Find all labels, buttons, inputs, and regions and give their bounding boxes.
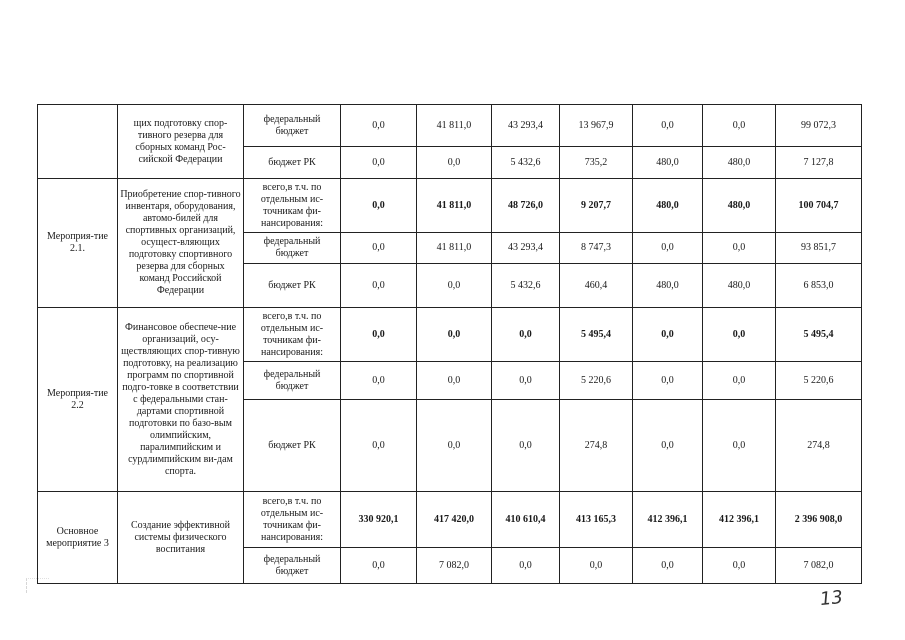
year-value-cell: 0,0 [417, 400, 492, 492]
year-value-cell: 480,0 [703, 179, 776, 233]
year-value-cell: 0,0 [417, 147, 492, 179]
year-value-cell: 13 967,9 [560, 105, 633, 147]
table-body [38, 105, 862, 584]
table-row [38, 179, 862, 233]
year-value-cell: 0,0 [633, 362, 703, 400]
measure-name-cell: Мероприя-тие 2.2 [38, 308, 118, 492]
measure-name-cell [38, 105, 118, 179]
measure-description-cell: Финансовое обеспече-ние организаций, осу-ществляющих спор-тивную подготовку, на реализацию программ по спортивной подго-товке в соответствии с федеральными стан-дартами спортивной подготовки по базо-вым олимпийским, паралимпийским и сурдлимпийским ви-дам спорта. [118, 308, 244, 492]
table-row [38, 105, 862, 147]
total-value-cell: 274,8 [776, 400, 862, 492]
year-value-cell: 0,0 [341, 264, 417, 308]
year-value-cell: 0,0 [633, 233, 703, 264]
year-value-cell: 274,8 [560, 400, 633, 492]
total-value-cell: 2 396 908,0 [776, 492, 862, 548]
funding-source-cell: бюджет РК [244, 147, 341, 179]
year-value-cell: 480,0 [703, 264, 776, 308]
year-value-cell: 0,0 [703, 233, 776, 264]
scan-mark [26, 578, 49, 593]
total-value-cell: 7 127,8 [776, 147, 862, 179]
year-value-cell: 9 207,7 [560, 179, 633, 233]
year-value-cell: 43 293,4 [492, 233, 560, 264]
year-value-cell: 0,0 [341, 233, 417, 264]
year-value-cell: 0,0 [417, 308, 492, 362]
year-value-cell: 0,0 [417, 264, 492, 308]
year-value-cell: 5 432,6 [492, 147, 560, 179]
total-value-cell: 100 704,7 [776, 179, 862, 233]
year-value-cell: 0,0 [703, 308, 776, 362]
year-value-cell: 0,0 [341, 147, 417, 179]
page-number: 13 [818, 586, 844, 611]
year-value-cell: 0,0 [492, 548, 560, 584]
year-value-cell: 412 396,1 [633, 492, 703, 548]
year-value-cell: 0,0 [492, 362, 560, 400]
year-value-cell: 0,0 [492, 400, 560, 492]
year-value-cell: 413 165,3 [560, 492, 633, 548]
funding-source-cell: всего,в т.ч. по отдельным ис-точникам фи-нансирования: [244, 179, 341, 233]
measure-name-cell: Мероприя-тие 2.1. [38, 179, 118, 308]
total-value-cell: 5 495,4 [776, 308, 862, 362]
budget-table [37, 104, 862, 584]
funding-source-cell: всего,в т.ч. по отдельным ис-точникам фи-нансирования: [244, 308, 341, 362]
funding-source-cell: бюджет РК [244, 400, 341, 492]
measure-description-cell: щих подготовку спор-тивного резерва для сборных команд Рос-сийской Федерации [118, 105, 244, 179]
funding-source-cell: федеральный бюджет [244, 105, 341, 147]
year-value-cell: 460,4 [560, 264, 633, 308]
year-value-cell: 0,0 [633, 400, 703, 492]
year-value-cell: 330 920,1 [341, 492, 417, 548]
funding-source-cell: федеральный бюджет [244, 233, 341, 264]
measure-description-cell: Создание эффективной системы физического воспитания [118, 492, 244, 584]
measure-name-cell: Основное мероприятие 3 [38, 492, 118, 584]
year-value-cell: 0,0 [703, 362, 776, 400]
year-value-cell: 8 747,3 [560, 233, 633, 264]
year-value-cell: 0,0 [633, 548, 703, 584]
measure-description-cell: Приобретение спор-тивного инвентаря, оборудования, автомо-билей для спортивных организаций, осущест-вляющих подготовку спортивного резерва для сборных команд Российской Федерации [118, 179, 244, 308]
year-value-cell: 41 811,0 [417, 233, 492, 264]
year-value-cell: 0,0 [341, 548, 417, 584]
total-value-cell: 7 082,0 [776, 548, 862, 584]
year-value-cell: 480,0 [633, 264, 703, 308]
total-value-cell: 5 220,6 [776, 362, 862, 400]
year-value-cell: 735,2 [560, 147, 633, 179]
funding-source-cell: всего,в т.ч. по отдельным ис-точникам фи-нансирования: [244, 492, 341, 548]
year-value-cell: 412 396,1 [703, 492, 776, 548]
table-row [38, 308, 862, 362]
year-value-cell: 0,0 [341, 105, 417, 147]
year-value-cell: 480,0 [633, 147, 703, 179]
total-value-cell: 93 851,7 [776, 233, 862, 264]
funding-source-cell: федеральный бюджет [244, 362, 341, 400]
total-value-cell: 99 072,3 [776, 105, 862, 147]
year-value-cell: 0,0 [703, 105, 776, 147]
year-value-cell: 48 726,0 [492, 179, 560, 233]
year-value-cell: 0,0 [703, 400, 776, 492]
year-value-cell: 417 420,0 [417, 492, 492, 548]
table-row [38, 492, 862, 548]
year-value-cell: 5 220,6 [560, 362, 633, 400]
year-value-cell: 0,0 [341, 362, 417, 400]
year-value-cell: 480,0 [703, 147, 776, 179]
total-value-cell: 6 853,0 [776, 264, 862, 308]
year-value-cell: 41 811,0 [417, 179, 492, 233]
year-value-cell: 0,0 [703, 548, 776, 584]
funding-source-cell: федеральный бюджет [244, 548, 341, 584]
year-value-cell: 0,0 [417, 362, 492, 400]
funding-source-cell: бюджет РК [244, 264, 341, 308]
year-value-cell: 0,0 [341, 179, 417, 233]
year-value-cell: 0,0 [341, 308, 417, 362]
year-value-cell: 410 610,4 [492, 492, 560, 548]
year-value-cell: 5 495,4 [560, 308, 633, 362]
year-value-cell: 5 432,6 [492, 264, 560, 308]
year-value-cell: 43 293,4 [492, 105, 560, 147]
year-value-cell: 0,0 [341, 400, 417, 492]
year-value-cell: 480,0 [633, 179, 703, 233]
year-value-cell: 0,0 [633, 308, 703, 362]
year-value-cell: 0,0 [633, 105, 703, 147]
year-value-cell: 7 082,0 [417, 548, 492, 584]
year-value-cell: 0,0 [492, 308, 560, 362]
year-value-cell: 0,0 [560, 548, 633, 584]
year-value-cell: 41 811,0 [417, 105, 492, 147]
